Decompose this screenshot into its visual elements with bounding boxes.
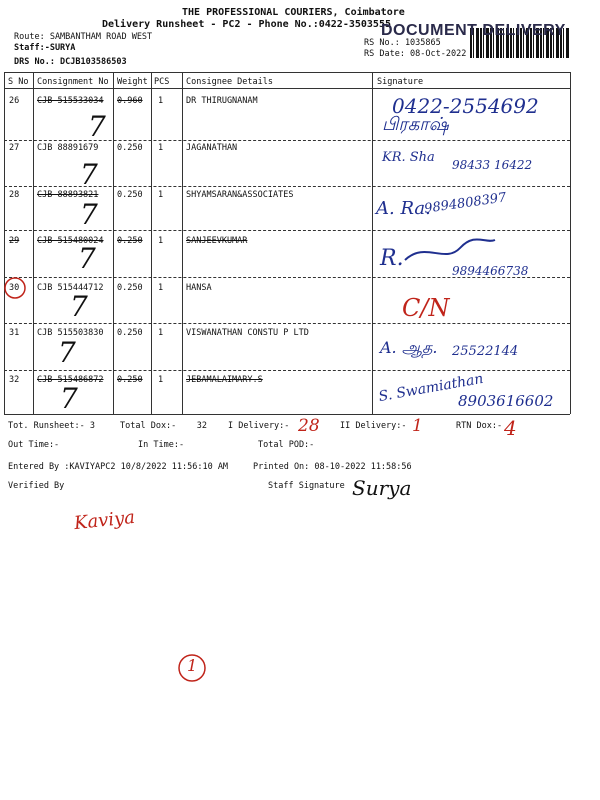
- col-rule: [372, 72, 373, 414]
- table-row-weight: 0.960: [117, 96, 143, 106]
- table-row-pcs: 1: [158, 375, 164, 385]
- col-rule: [182, 72, 183, 414]
- col-header-weight: Weight: [117, 77, 148, 87]
- ii-delivery-value: 1: [412, 416, 423, 436]
- signature-hand: பிரகாஷ்: [382, 114, 449, 135]
- rs-number: RS No.: 1035865: [364, 38, 441, 48]
- col-rule: [33, 72, 34, 414]
- signature-scribble-icon: [400, 236, 500, 266]
- entered-by: Entered By :KAVIYAPC2 10/8/2022 11:56:10 AM: [8, 462, 229, 472]
- table-row-pcs: 1: [158, 283, 164, 293]
- tick-mark: 7: [80, 158, 98, 191]
- drs-number: DRS No.: DCJB103586503: [14, 57, 127, 67]
- total-dox: Total Dox:- 32: [120, 421, 207, 431]
- table-row-consignment: CJB 515480024: [37, 236, 104, 246]
- table-row-sno: 30: [9, 283, 20, 293]
- row-divider: [4, 370, 570, 371]
- col-rule: [4, 72, 5, 414]
- staff-signature-hand: Surya: [352, 476, 412, 500]
- col-header-signature: Signature: [377, 77, 424, 87]
- table-row-consignment: CJB 88891679: [37, 143, 99, 153]
- staff-signature-label: Staff Signature: [268, 481, 345, 491]
- signature-hand: A. ஆத.: [380, 338, 438, 357]
- rtn-dox-label: RTN Dox:-: [456, 421, 503, 431]
- row-divider: [4, 140, 570, 141]
- col-header-consignment: Consignment No: [37, 77, 109, 87]
- col-rule: [570, 72, 571, 414]
- ii-delivery-label: II Delivery:-: [340, 421, 407, 431]
- table-row-consignee: VISWANATHAN CONSTU P LTD: [186, 328, 309, 338]
- signature-phone: 9894466738: [452, 264, 529, 278]
- signature-phone: 0422-2554692: [392, 94, 539, 118]
- table-row-weight: 0.250: [117, 236, 143, 246]
- printed-on: Printed On: 08-10-2022 11:58:56: [253, 462, 412, 472]
- tick-mark: 7: [58, 336, 76, 369]
- tick-mark: 7: [70, 290, 88, 323]
- table-row-sno: 29: [9, 236, 20, 246]
- page-number: 1: [187, 656, 198, 675]
- table-row-sno: 31: [9, 328, 20, 338]
- table-row-weight: 0.250: [117, 375, 143, 385]
- table-row-pcs: 1: [158, 143, 164, 153]
- signature-phone: 8903616602: [458, 392, 554, 410]
- total-pod: Total POD:-: [258, 440, 315, 450]
- tick-mark: 7: [80, 198, 98, 231]
- rtn-dox-value: 4: [504, 416, 517, 440]
- table-row-consignment: CJB 88893821: [37, 190, 99, 200]
- col-rule: [151, 72, 152, 414]
- table-row-consignee: JEBAMALAIMARY.S: [186, 375, 263, 385]
- table-row-pcs: 1: [158, 328, 164, 338]
- table-bottom-rule: [4, 414, 570, 415]
- signature-hand: R.: [380, 246, 404, 271]
- staff-label: Staff:-SURYA: [14, 43, 76, 53]
- verifier-signature-hand: Kaviya: [73, 506, 136, 535]
- tick-mark: 7: [78, 242, 96, 275]
- i-delivery-label: I Delivery:-: [228, 421, 290, 431]
- table-row-pcs: 1: [158, 236, 164, 246]
- table-row-sno: 27: [9, 143, 20, 153]
- row-divider: [4, 230, 570, 231]
- table-row-weight: 0.250: [117, 283, 143, 293]
- row-divider: [4, 323, 570, 324]
- table-row-consignee: SANJEEVKUMAR: [186, 236, 248, 246]
- rs-date: RS Date: 08-Oct-2022: [364, 49, 467, 59]
- signature-phone: 25522144: [452, 344, 519, 359]
- tot-runsheet: Tot. Runsheet:- 3: [8, 421, 95, 431]
- route-label: Route: SAMBANTHAM ROAD WEST: [14, 32, 153, 42]
- table-row-consignee: DR THIRUGNANAM: [186, 96, 258, 106]
- signature-hand: A. Ra.: [376, 198, 431, 219]
- verified-by: Verified By: [8, 481, 65, 491]
- tick-mark: 7: [88, 110, 106, 143]
- col-header-consignee: Consignee Details: [186, 77, 273, 87]
- runsheet-title: Delivery Runsheet - PC2 - Phone No.:0422-3503555: [102, 19, 391, 30]
- table-row-pcs: 1: [158, 96, 164, 106]
- col-header-sno: S No: [8, 77, 29, 87]
- table-row-consignment: CJB 515444712: [37, 283, 104, 293]
- table-row-pcs: 1: [158, 190, 164, 200]
- col-header-pcs: PCS: [154, 77, 170, 87]
- table-top-rule: [4, 72, 570, 73]
- table-row-consignment: CJB 515486872: [37, 375, 104, 385]
- table-row-sno: 32: [9, 375, 20, 385]
- table-row-consignment: CJB 515533034: [37, 96, 104, 106]
- table-row-weight: 0.250: [117, 328, 143, 338]
- table-row-consignment: CJB 515503830: [37, 328, 104, 338]
- table-row-weight: 0.250: [117, 190, 143, 200]
- signature-phone: 98433 16422: [452, 158, 533, 172]
- table-row-sno: 26: [9, 96, 20, 106]
- signature-hand: KR. Sha: [382, 150, 435, 165]
- signature-hand: S. Swamiathan: [377, 370, 485, 406]
- col-rule: [113, 72, 114, 414]
- table-row-sno: 28: [9, 190, 20, 200]
- table-row-consignee: HANSA: [186, 283, 212, 293]
- in-time: In Time:-: [138, 440, 185, 450]
- table-row-consignee: SHYAMSARAN&ASSOCIATES: [186, 190, 294, 200]
- document-delivery-stamp: DOCUMENT DELIVERY: [381, 22, 566, 39]
- table-row-consignee: JAGANATHAN: [186, 143, 238, 153]
- out-time: Out Time:-: [8, 440, 60, 450]
- i-delivery-value: 28: [298, 416, 320, 436]
- signature-phone: 9894808397: [423, 190, 508, 217]
- table-row-weight: 0.250: [117, 143, 143, 153]
- table-header-rule: [4, 88, 570, 89]
- tick-mark: 7: [60, 382, 78, 415]
- signature-cn-mark: C/N: [402, 294, 450, 322]
- company-title: THE PROFESSIONAL COURIERS, Coimbatore: [182, 7, 405, 18]
- row-divider: [4, 277, 570, 278]
- row-divider: [4, 186, 570, 187]
